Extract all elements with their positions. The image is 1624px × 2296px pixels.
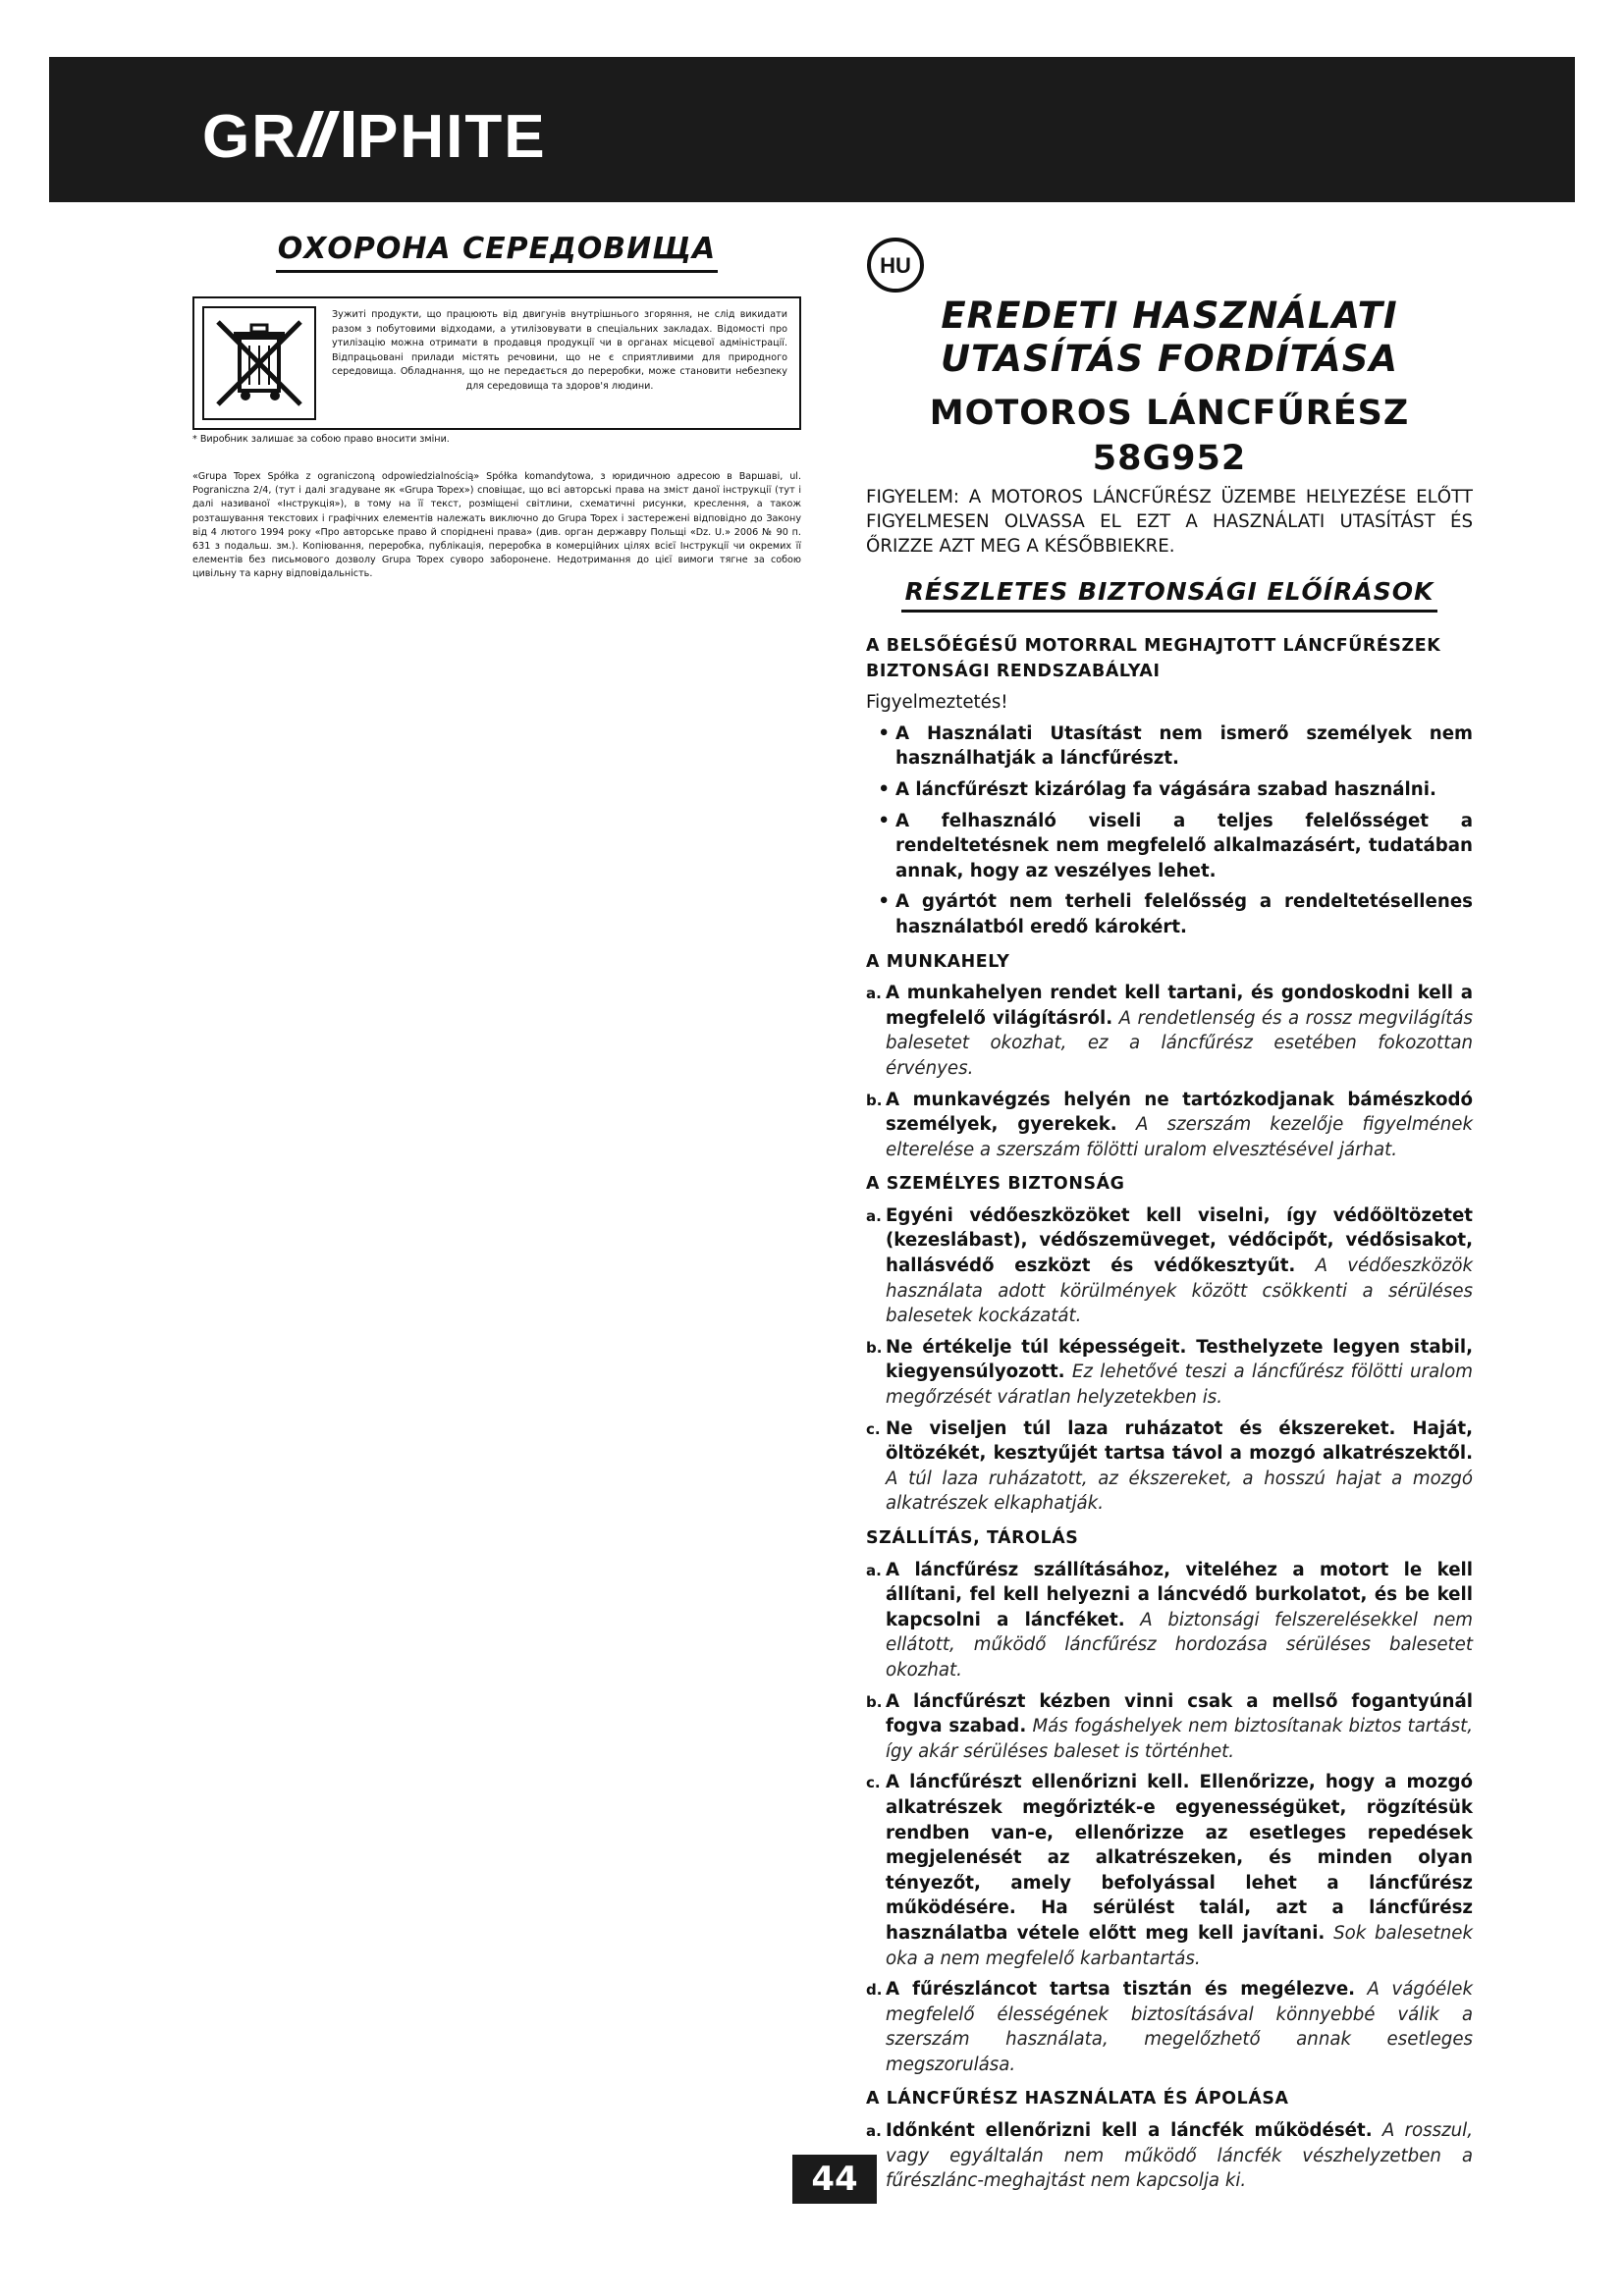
list-item: a. A munkahelyen rendet kell tartani, és gondoskodni kell a megfelelő világításról. A rendetlenség és a rossz megvilágítás balesetet okozhat, ez a láncfűrész esetében fokozottan érvényes.: [866, 983, 1473, 1079]
product-line-1: MOTOROS LÁNCFŰRÉSZ: [929, 394, 1410, 433]
svg-text:HU: HU: [880, 253, 911, 278]
crossed-bin-icon: [202, 306, 316, 420]
document-title: [866, 294, 1473, 381]
section-title: RÉSZLETES BIZTONSÁGI ELŐÍRÁSOK: [866, 577, 1473, 613]
safety-rules: [866, 634, 1473, 2194]
list-item: a. A láncfűrész szállításához, viteléhez a motort le kell állítani, fel kell helyezni a láncvédő burkolatot, és be kell kapcsolni a láncféket. A biztonsági felszerelésekkel nem ellátott, működő láncfűrész hordozása sérüléses balesetet okozhat.: [866, 1559, 1473, 1681]
list-item: b. A munkavégzés helyén ne tartózkodjanak bámészkodó személyek, gyerekek. A szerszám kezelője figyelmének elterelése a szerszám fölötti uralom elvesztésével járhat.: [866, 1089, 1473, 1160]
usage-heading: A LÁNCFŰRÉSZ HASZNÁLATA ÉS ÁPOLÁSA: [866, 2089, 1289, 2109]
list-item: • A Használati Utasítást nem ismerő személyek nem használhatják a láncfűrészt.: [878, 722, 1473, 770]
list-item: b. Ne értékelje túl képességeit. Testhelyzete legyen stabil, kiegyensúlyozott. Ez lehetővé teszi a láncfűrész fölötti uralom megőrzését váratlan helyzetekben is.: [866, 1336, 1473, 1409]
svg-text:GR: GR: [202, 103, 298, 171]
page-number: 44: [792, 2155, 877, 2204]
left-column: [192, 232, 801, 582]
list-item: c. A láncfűrészt ellenőrizni kell. Ellenőrizze, hogy a mozgó alkatrészek megőrizték-e egyenességüket, rögzítésük rendben van-e, ellenőrizze az esetleges repedések megjelenését az alkatrészeken, és minden olyan tényezőt, amely befolyással lehet a láncfűrész működésére. Ha sérülést talál, azt a láncfűrész használatba vétele előtt meg kell javítani. Sok balesetnek oka a nem megfelelő karbantartás.: [866, 1772, 1473, 1969]
list-item: a. Egyéni védőeszközöket kell viselni, így védőöltözetet (kezeslábast), védőszemüveget, védőcipőt, védősisakot, hallásvédő eszközt és védőkesztyűt. A védőeszközök használata adott körülmények között csökkenti a sérüléses balesetek kockázatát.: [866, 1204, 1473, 1327]
environment-notice: Зужиті продукти, що працюють від двигунів внутрішнього згоряння, не слід викидати разом з побутовими відходами, а утилізовувати в спеціальних закладах. Відомості про утилізацію можна отримати в продавця продукції чи в органах місцевої адміністрації. Відпрацьовані прилади містять речовини, що не є сприятливими для природного середовища. Обладнання, що не передається до переробки, може становити небезпеку для середовища та здоров'я людини.: [332, 309, 787, 392]
graphite-logo: [147, 57, 579, 202]
environment-box: [192, 296, 801, 430]
list-item: • A gyártót nem terheli felelősség a rendeltetésellenes használatból eredő károkért.: [878, 891, 1473, 937]
general-heading: A BELSŐÉGÉSŰ MOTORRAL MEGHAJTOTT LÁNCFŰRÉSZEK BIZTONSÁGI RENDSZABÁLYAI: [866, 636, 1441, 681]
list-item: c. Ne viseljen túl laza ruházatot és ékszereket. Haját, öltözékét, kesztyűjét tartsa távol a mozgó alkatrészektől. A túl laza ruházatott, az ékszereket, a hosszú hajat a mozgó alkatrészek elkaphatják.: [866, 1417, 1473, 1515]
footnote: * Виробник залишає за собою право вносити зміни.: [192, 434, 450, 445]
warning-label: Figyelmeztetés!: [866, 692, 1008, 714]
title-line-2: UTASÍTÁS FORDÍTÁSA: [941, 338, 1398, 380]
list-item: • A felhasználó viseli a teljes felelősséget a rendeltetésnek nem megfelelő alkalmazásért, tudatában annak, hogy az veszélyes lehet.: [878, 810, 1473, 881]
personal-safety-heading: A SZEMÉLYES BIZTONSÁG: [866, 1174, 1125, 1195]
title-line-1: EREDETI HASZNÁLATI: [941, 294, 1398, 337]
list-item: b. A láncfűrészt kézben vinni csak a mellső fogantyúnál fogva szabad. Más fogáshelyek nem biztosítanak biztos tartást, így akár sérüléses baleset is történhet.: [866, 1690, 1473, 1762]
svg-text:PHITE: PHITE: [357, 103, 547, 171]
list-item: d. A fűrészláncot tartsa tisztán és megélezve. A vágóélek megfelelő élességének biztosításával könnyebbé válik a szerszám használata, megelőzhető annak esetleges megszorulása.: [866, 1979, 1473, 2075]
environment-title: ОХОРОНА СЕРЕДОВИЩА: [192, 232, 801, 273]
workplace-heading: A MUNKAHELY: [866, 951, 1010, 972]
product-model: 58G952: [1092, 439, 1247, 478]
list-item: a. Időnként ellenőrizni kell a láncfék működését. A rosszul, vagy egyáltalán nem működő láncfék vészhelyzetben a fűrészlánc-meghajtást nem kapcsolja ki.: [866, 2120, 1473, 2192]
list-item: • A láncfűrészt kizárólag fa vágására szabad használni.: [878, 778, 1436, 800]
product-name: [866, 391, 1473, 481]
transport-heading: SZÁLLÍTÁS, TÁROLÁS: [866, 1528, 1079, 1548]
read-manual-warning: FIGYELEM: A MOTOROS LÁNCFŰRÉSZ ÜZEMBE HELYEZÉSE ELŐTT FIGYELMESEN OLVASSA EL EZT A HASZNÁLATI UTASÍTÁST ÉS ŐRIZZE AZT MEG A KÉSŐBBIEKRE.: [866, 487, 1473, 557]
copyright-notice: «Grupa Topex Spółka z ograniczoną odpowiedzialnością» Spółka komandytowa, з юридичною адресою в Варшаві, ul. Pograniczna 2/4, (тут і далі згадуване як «Grupa Topex») сповіщає, що всі авторські права на зміст даної інструкції (тут і далі називаної «Інструкція»), в тому на її текст, розміщені світлини, схематичні рисунки, креслення, а також розташування текстових і графічних елементів належать виключно до Grupa Topex і застережені відповідно до Закону від 4 лютого 1994 року «Про авторське право й споріднені права» (див. орган державру Польщі «Dz. U.» 2006 № 90 п. 631 з подальш. зм.). Копіювання, переробка, публікація, переробка в комерційних цілях всієї Інструкції чи окремих її елементів без письмового дозволу Grupa Topex суворо заборонене. Недотримання до цієї вимоги тягне за собою цивільну та карну відповідальність.: [192, 471, 801, 580]
hu-language-badge: [866, 236, 925, 294]
